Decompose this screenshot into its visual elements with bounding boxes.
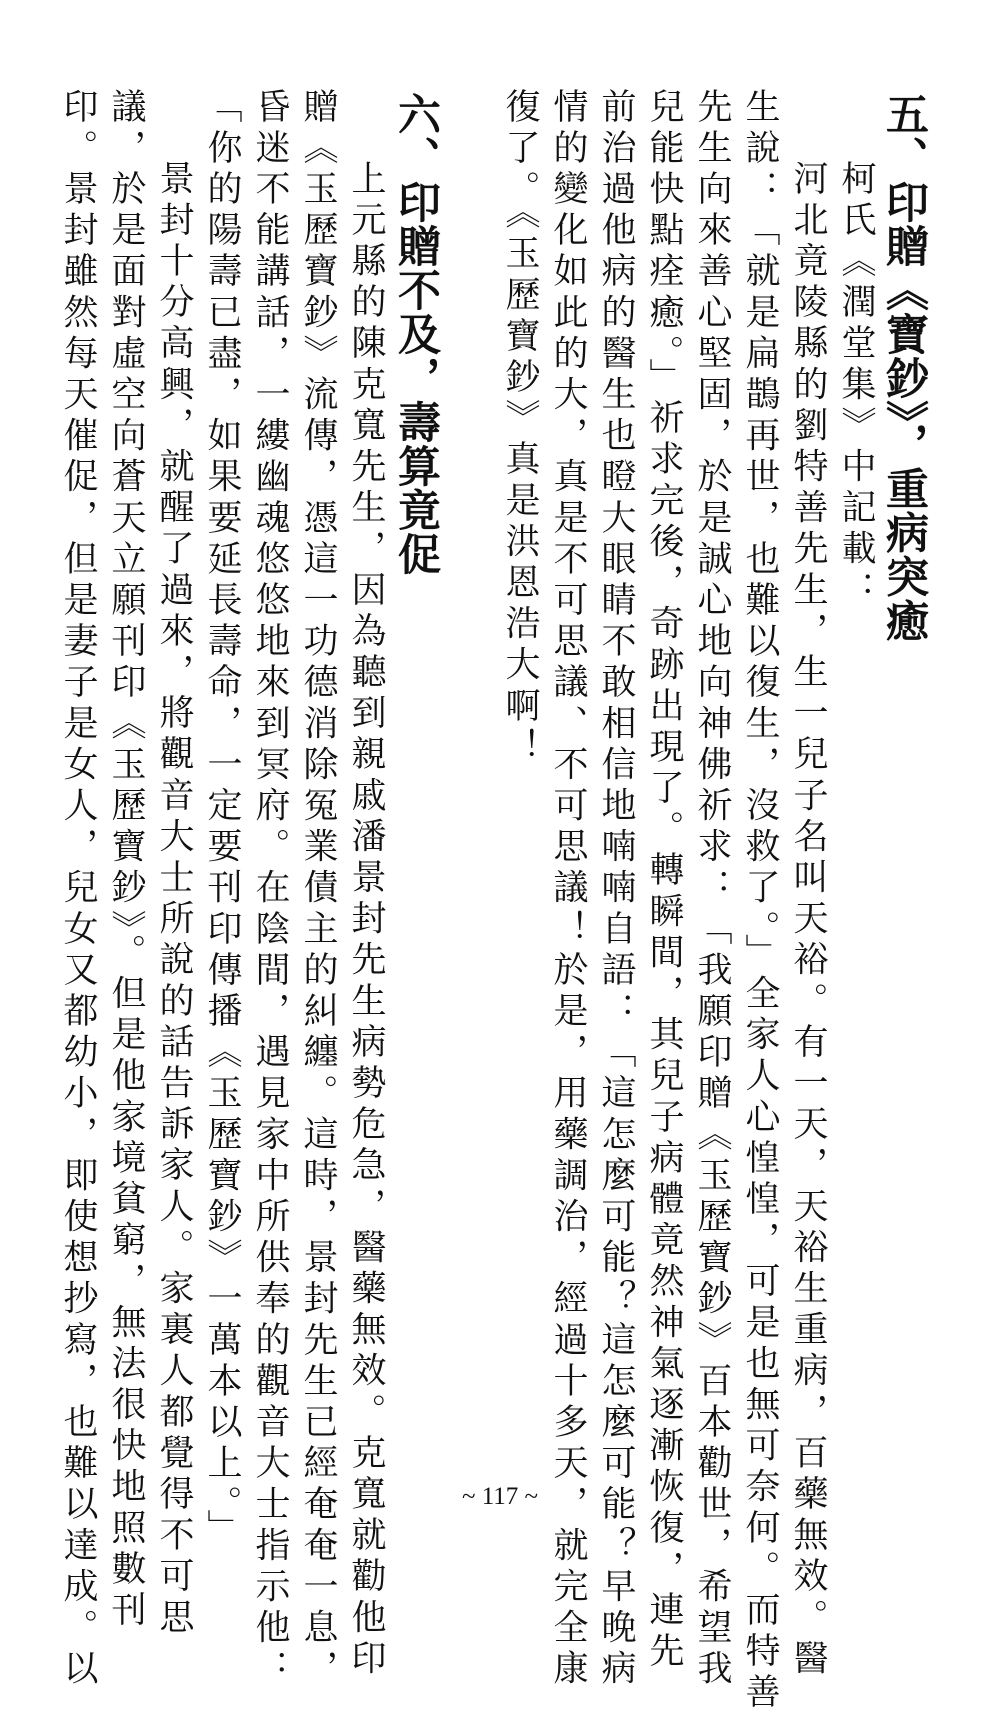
section6-heading: 六、印贈不及，壽算竟促 xyxy=(391,92,441,576)
section5-line-1: 柯氏《潤堂集》中記載： xyxy=(836,160,876,613)
section5-line-4: 先生向來善心堅固，於是誠心地向神佛祈求：「我願印贈《玉歷寶鈔》百本勸世，希望我 xyxy=(692,88,732,1691)
section6-line-3: 昏迷不能講話，一縷幽魂悠悠地來到冥府。在陰間，遇見家中所供奉的觀音大士指示他： xyxy=(250,88,290,1691)
section6-line-2: 贈《玉歷寶鈔》流傳，憑這一功德消除冤業債主的糾纏。這時，景封先生已經奄奄一息， xyxy=(298,88,338,1691)
section5-line-2: 河北竟陵縣的劉特善先生，生一兒子名叫天裕。有一天，天裕生重病，百藥無效。醫 xyxy=(788,160,828,1681)
page-number: ~ 117 ~ xyxy=(461,1483,539,1510)
section6-line-5: 景封十分高興，就醒了過來，將觀音大士所說的話告訴家人。家裏人都覺得不可思 xyxy=(154,160,194,1640)
section5-line-8: 復了。《玉歷寶鈔》真是洪恩浩大啊！ xyxy=(500,88,540,770)
section5-line-5: 兒能快點痊癒。」祈求完後，奇跡出現了。轉瞬間，其兒子病體竟然神氣逐漸恢復，連先 xyxy=(644,88,684,1674)
section6-line-7: 印。景封雖然每天催促，但是妻子是女人，兒女又都幼小，即使想抄寫，也難以達成。以 xyxy=(58,88,98,1691)
section6-line-6: 議，於是面對虛空向蒼天立願刊印《玉歷寶鈔》。但是他家境貧窮，無法很快地照數刊 xyxy=(106,88,146,1633)
section5-heading: 五、印贈《寶鈔》，重病突癒 xyxy=(879,92,929,643)
section5-line-6: 前治過他病的醫生也瞪大眼睛不敢相信地喃喃自語：「這怎麼可能？這怎麼可能？早晚病 xyxy=(596,88,636,1691)
section6-line-1: 上元縣的陳克寬先生，因為聽到親戚潘景封先生病勢危急，醫藥無效。克寬就勸他印 xyxy=(346,160,386,1681)
section5-line-7: 情的變化如此的大，真是不可思議、不可思議！於是，用藥調治，經過十多天，就完全康 xyxy=(548,88,588,1691)
section6-line-4: 「你的陽壽已盡，如果要延長壽命，一定要刊印傳播《玉歷寶鈔》一萬本以上。」 xyxy=(202,88,242,1551)
section5-line-3: 生說：「就是扁鵲再世，也難以復生，沒救了。」全家人心惶惶，可是也無可奈何。而特善 xyxy=(740,88,780,1715)
